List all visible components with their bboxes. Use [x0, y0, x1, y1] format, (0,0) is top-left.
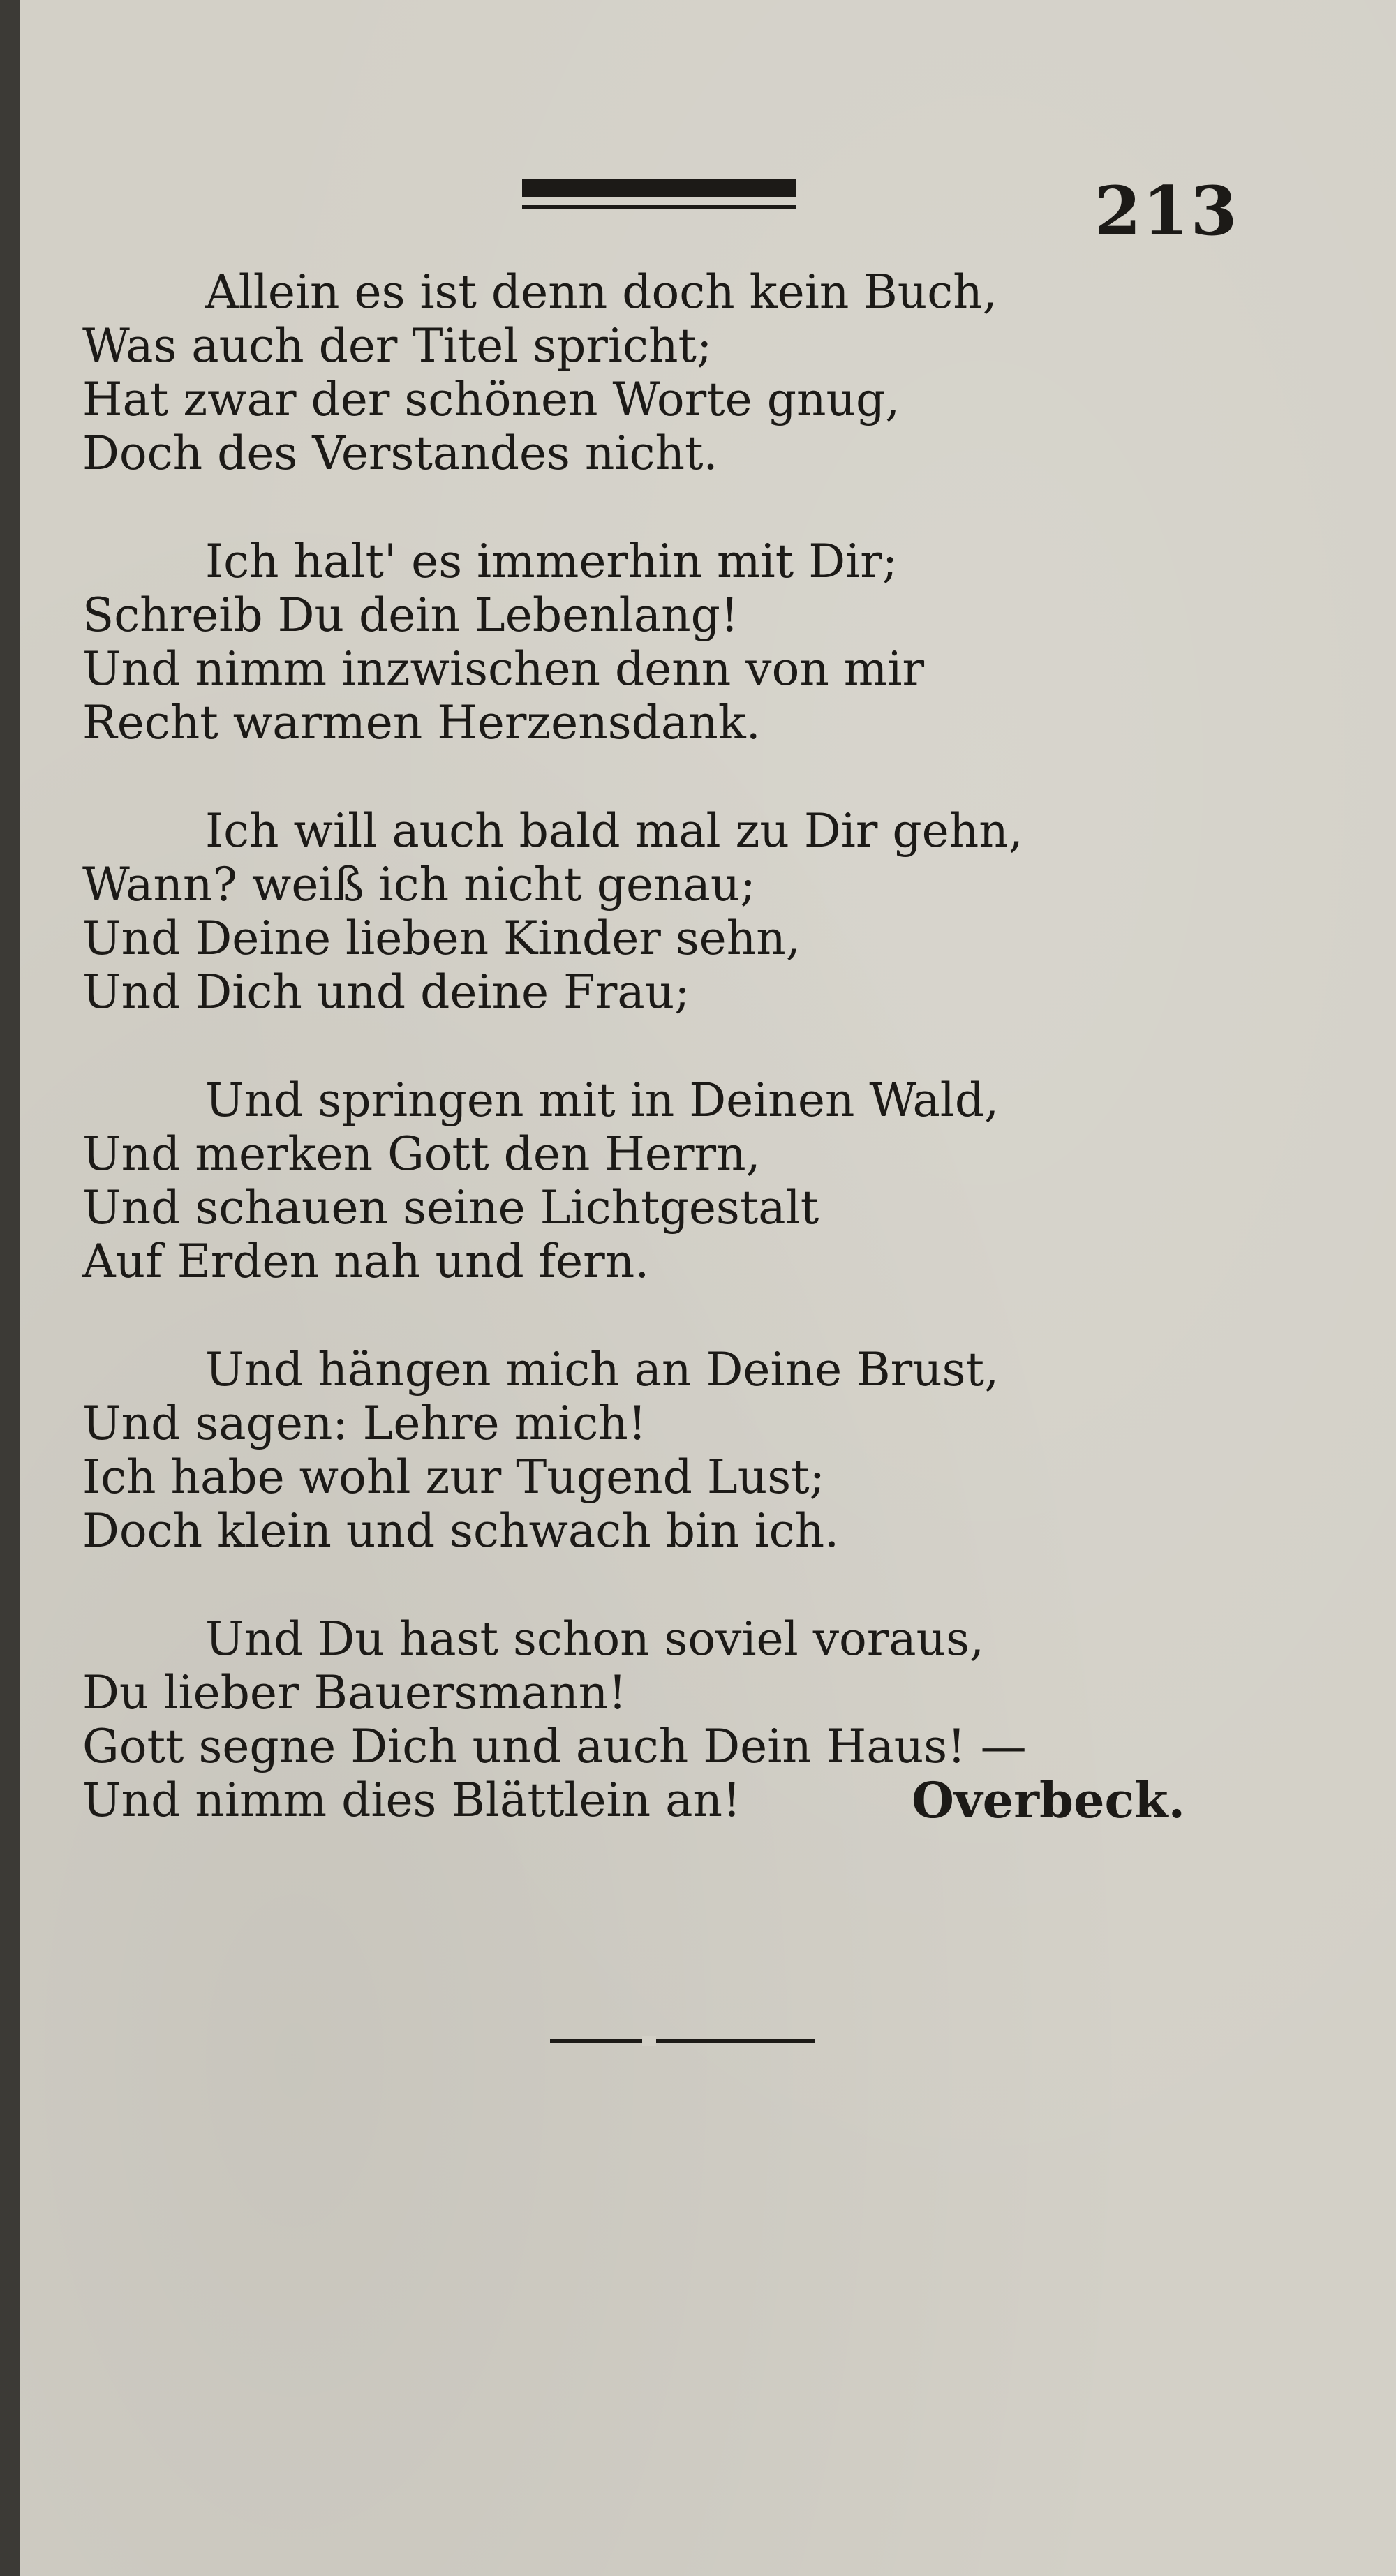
poem-line: Ich habe wohl zur Tugend Lust; [82, 1450, 825, 1504]
poem-line: Und nimm inzwischen denn von mir [82, 642, 925, 696]
stanza-6 [82, 1612, 1185, 1827]
poem-line: Und sagen: Lehre mich! [82, 1397, 647, 1450]
header-ornament-rule [522, 179, 796, 209]
poem-line-with-signature [82, 1773, 1185, 1827]
poem-line: Gott segne Dich und auch Dein Haus! — [82, 1720, 1027, 1773]
poem-line: Auf Erden nah und fern. [82, 1235, 650, 1288]
poem-line: Was auch der Titel spricht; [82, 319, 713, 373]
poem-line: Und Deine lieben Kinder sehn, [82, 911, 801, 965]
end-ornament-rule [550, 2039, 815, 2043]
poem-line: Doch klein und schwach bin ich. [82, 1504, 840, 1558]
stanza-5 [82, 1343, 1185, 1558]
poem-line-text: Und nimm dies Blättlein an! [82, 1773, 741, 1827]
poem-line: Du lieber Bauersmann! [82, 1666, 627, 1720]
page-number: 213 [1094, 172, 1239, 251]
poem-line: Doch des Verstandes nicht. [82, 426, 718, 480]
author-signature: Overbeck. [911, 1771, 1185, 1829]
poem-line: Recht warmen Herzensdank. [82, 696, 761, 750]
poem-line: Schreib Du dein Lebenlang! [82, 588, 739, 642]
poem-line: Und Dich und deine Frau; [82, 965, 690, 1019]
poem-line: Wann? weiß ich nicht genau; [82, 858, 756, 911]
poem-line: Und hängen mich an Deine Brust, [205, 1343, 1000, 1397]
stanza-2 [82, 535, 1185, 750]
stanza-1 [82, 265, 1185, 480]
poem-line: Und merken Gott den Herrn, [82, 1127, 761, 1181]
poem [82, 265, 1185, 1882]
book-page [20, 0, 1396, 2576]
poem-line: Allein es ist denn doch kein Buch, [205, 265, 997, 319]
poem-line: Und springen mit in Deinen Wald, [205, 1073, 1000, 1127]
stanza-4 [82, 1073, 1185, 1288]
poem-line: Und schauen seine Lichtgestalt [82, 1181, 819, 1235]
poem-line: Hat zwar der schönen Worte gnug, [82, 373, 900, 426]
poem-line: Ich halt' es immerhin mit Dir; [205, 535, 898, 588]
stanza-3 [82, 804, 1185, 1019]
poem-line: Ich will auch bald mal zu Dir gehn, [205, 804, 1023, 858]
poem-line: Und Du hast schon soviel voraus, [205, 1612, 984, 1666]
